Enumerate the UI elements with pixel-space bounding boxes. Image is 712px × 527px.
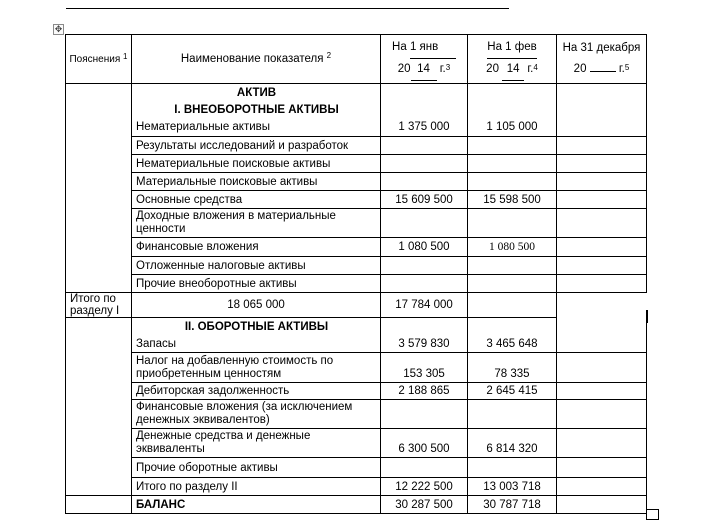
table-row [66,119,647,137]
row-name[interactable]: Доходные вложения в материальные ценности [132,209,381,238]
value-cell[interactable] [557,496,647,514]
row-name[interactable]: БАЛАНС [132,496,381,514]
year-value: 14 [502,59,524,81]
value-cell[interactable] [468,102,557,119]
year-prefix: 20 [397,63,411,75]
notes-cell[interactable] [66,496,132,514]
value-cell[interactable] [557,191,647,209]
header-name: Наименование показателя [180,53,324,65]
table-move-handle-icon[interactable]: ✥ [54,24,63,34]
notes-cell[interactable] [66,318,132,496]
section-title-current: II. ОБОРОТНЫЕ АКТИВЫ [132,318,381,336]
value-cell[interactable] [381,318,468,336]
section-row-aktiv [66,84,647,102]
page-top-rule [66,8,509,9]
value-cell[interactable]: 12 222 500 [381,478,468,496]
row-name[interactable]: Финансовые вложения (за исключением денежных эквивалентов) [132,400,381,429]
total-row-section-1 [66,293,647,318]
row-name[interactable]: Нематериальные активы [132,119,381,137]
table-row [66,137,647,155]
header-date-col3[interactable] [557,35,647,84]
value-cell[interactable]: 17 784 000 [381,293,468,318]
footnote-mark: 2 [326,51,332,60]
value-cell[interactable] [557,429,647,458]
value-cell[interactable] [557,137,647,155]
row-name[interactable]: Итого по разделу II [132,478,381,496]
table-row [66,383,647,400]
value-cell[interactable] [468,275,557,293]
value-cell[interactable]: 3 465 648 [468,336,557,353]
table-header-row [66,35,647,84]
value-cell[interactable] [557,336,647,353]
value-cell[interactable]: 153 305 [381,353,468,383]
value-cell[interactable]: 15 598 500 [468,191,557,209]
row-name[interactable]: Результаты исследований и разработок [132,137,381,155]
table-row [66,275,647,293]
year-suffix: г. [618,63,625,75]
table-row [66,400,647,429]
row-name[interactable]: Основные средства [132,191,381,209]
total-row-section-2 [66,478,647,496]
table-row [66,458,647,478]
value-cell[interactable] [468,400,557,429]
header-notes: Пояснения [69,53,121,65]
row-name[interactable]: Дебиторская задолженность [132,383,381,400]
table-row [66,209,647,238]
year-suffix: г. [527,63,534,75]
row-name[interactable]: Нематериальные поисковые активы [132,155,381,173]
balance-sheet-table [65,34,647,514]
section-row-noncurrent [66,102,647,119]
value-cell[interactable] [381,173,468,191]
year-blank [590,71,616,72]
value-cell[interactable]: 15 609 500 [381,191,468,209]
value-cell[interactable] [468,293,557,318]
value-cell[interactable] [557,458,647,478]
value-cell[interactable]: 13 003 718 [468,478,557,496]
value-cell[interactable] [381,400,468,429]
value-cell[interactable] [381,137,468,155]
value-cell[interactable] [468,458,557,478]
value-cell[interactable] [381,257,468,275]
value-cell[interactable] [557,400,647,429]
header-date-col1[interactable] [381,35,468,84]
value-cell[interactable]: 1 375 000 [381,119,468,137]
date-prefix: На [392,41,407,53]
value-cell[interactable] [468,209,557,238]
value-cell[interactable] [557,275,647,293]
value-cell[interactable] [557,173,647,191]
date-line: На 31 декабря [562,42,641,54]
value-cell[interactable] [381,84,468,102]
header-date-col2[interactable] [468,35,557,84]
value-cell[interactable] [468,155,557,173]
header-name-cell[interactable] [132,35,381,84]
table-row [66,155,647,173]
table-row [66,429,647,458]
row-name[interactable]: Финансовые вложения [132,238,381,257]
year-suffix: г. [439,63,446,75]
table-row [66,336,647,353]
value-cell[interactable] [381,275,468,293]
table-row [66,238,647,257]
value-cell[interactable] [557,119,647,137]
value-cell[interactable] [557,209,647,238]
section-title-noncurrent: I. ВНЕОБОРОТНЫЕ АКТИВЫ [132,102,381,119]
row-name[interactable]: Отложенные налоговые активы [132,257,381,275]
footnote-mark: 4 [533,63,538,72]
value-cell[interactable] [557,238,647,257]
header-notes-cell[interactable] [66,35,132,84]
table-resize-handle-icon[interactable] [646,509,659,520]
value-cell[interactable]: 2 188 865 [381,383,468,400]
value-cell[interactable]: 30 287 500 [381,496,468,514]
year-prefix: 20 [486,63,499,75]
footnote-mark: 1 [123,51,128,61]
value-cell[interactable]: 2 645 415 [468,383,557,400]
section-row-current [66,318,647,336]
value-cell[interactable] [381,458,468,478]
value-cell[interactable] [557,318,647,336]
value-cell[interactable] [381,209,468,238]
row-name[interactable]: Налог на добавленную стоимость по приобретенным ценностям [132,353,381,383]
table-row [66,257,647,275]
row-name[interactable]: Денежные средства и денежные эквиваленты [132,429,381,458]
value-cell[interactable] [468,257,557,275]
table-row [66,191,647,209]
value-cell[interactable]: 78 335 [468,353,557,383]
value-cell[interactable]: 30 787 718 [468,496,557,514]
value-cell[interactable]: 3 579 830 [381,336,468,353]
value-cell[interactable] [557,353,647,383]
balance-row [66,496,647,514]
row-name[interactable]: Прочие внеоборотные активы [132,275,381,293]
row-name[interactable]: Итого по разделу I [66,293,132,318]
value-cell[interactable] [468,173,557,191]
value-cell[interactable]: 6 814 320 [468,429,557,458]
year-value: 14 [411,59,437,81]
value-cell[interactable] [468,318,557,336]
value-cell[interactable]: 6 300 500 [381,429,468,458]
row-name[interactable]: Запасы [132,336,381,353]
footnote-mark: 3 [445,63,451,72]
value-cell[interactable] [557,257,647,275]
year-prefix: 20 [573,63,587,75]
table-row [66,353,647,383]
value-cell[interactable] [557,383,647,400]
table-row [66,173,647,191]
row-name[interactable]: Материальные поисковые активы [132,173,381,191]
notes-cell[interactable] [66,84,132,293]
value-cell[interactable] [557,102,647,119]
value-cell[interactable] [557,478,647,496]
value-cell[interactable] [468,84,557,102]
row-name[interactable]: Прочие оборотные активы [132,458,381,478]
value-cell[interactable]: 18 065 000 [132,293,381,318]
date-day: 1 янв [410,37,456,59]
value-cell[interactable]: 1 080 500 [381,238,468,257]
value-cell[interactable]: 1 080 500 [468,238,557,257]
value-cell[interactable] [381,155,468,173]
value-cell[interactable] [381,102,468,119]
value-cell[interactable] [557,155,647,173]
value-cell[interactable] [468,137,557,155]
date-day: 1 фев [505,41,537,53]
date-prefix: На [487,41,502,53]
section-title-aktiv: АКТИВ [132,84,381,102]
value-cell[interactable]: 1 105 000 [468,119,557,137]
footnote-mark: 5 [624,63,630,72]
value-cell[interactable] [557,84,647,102]
